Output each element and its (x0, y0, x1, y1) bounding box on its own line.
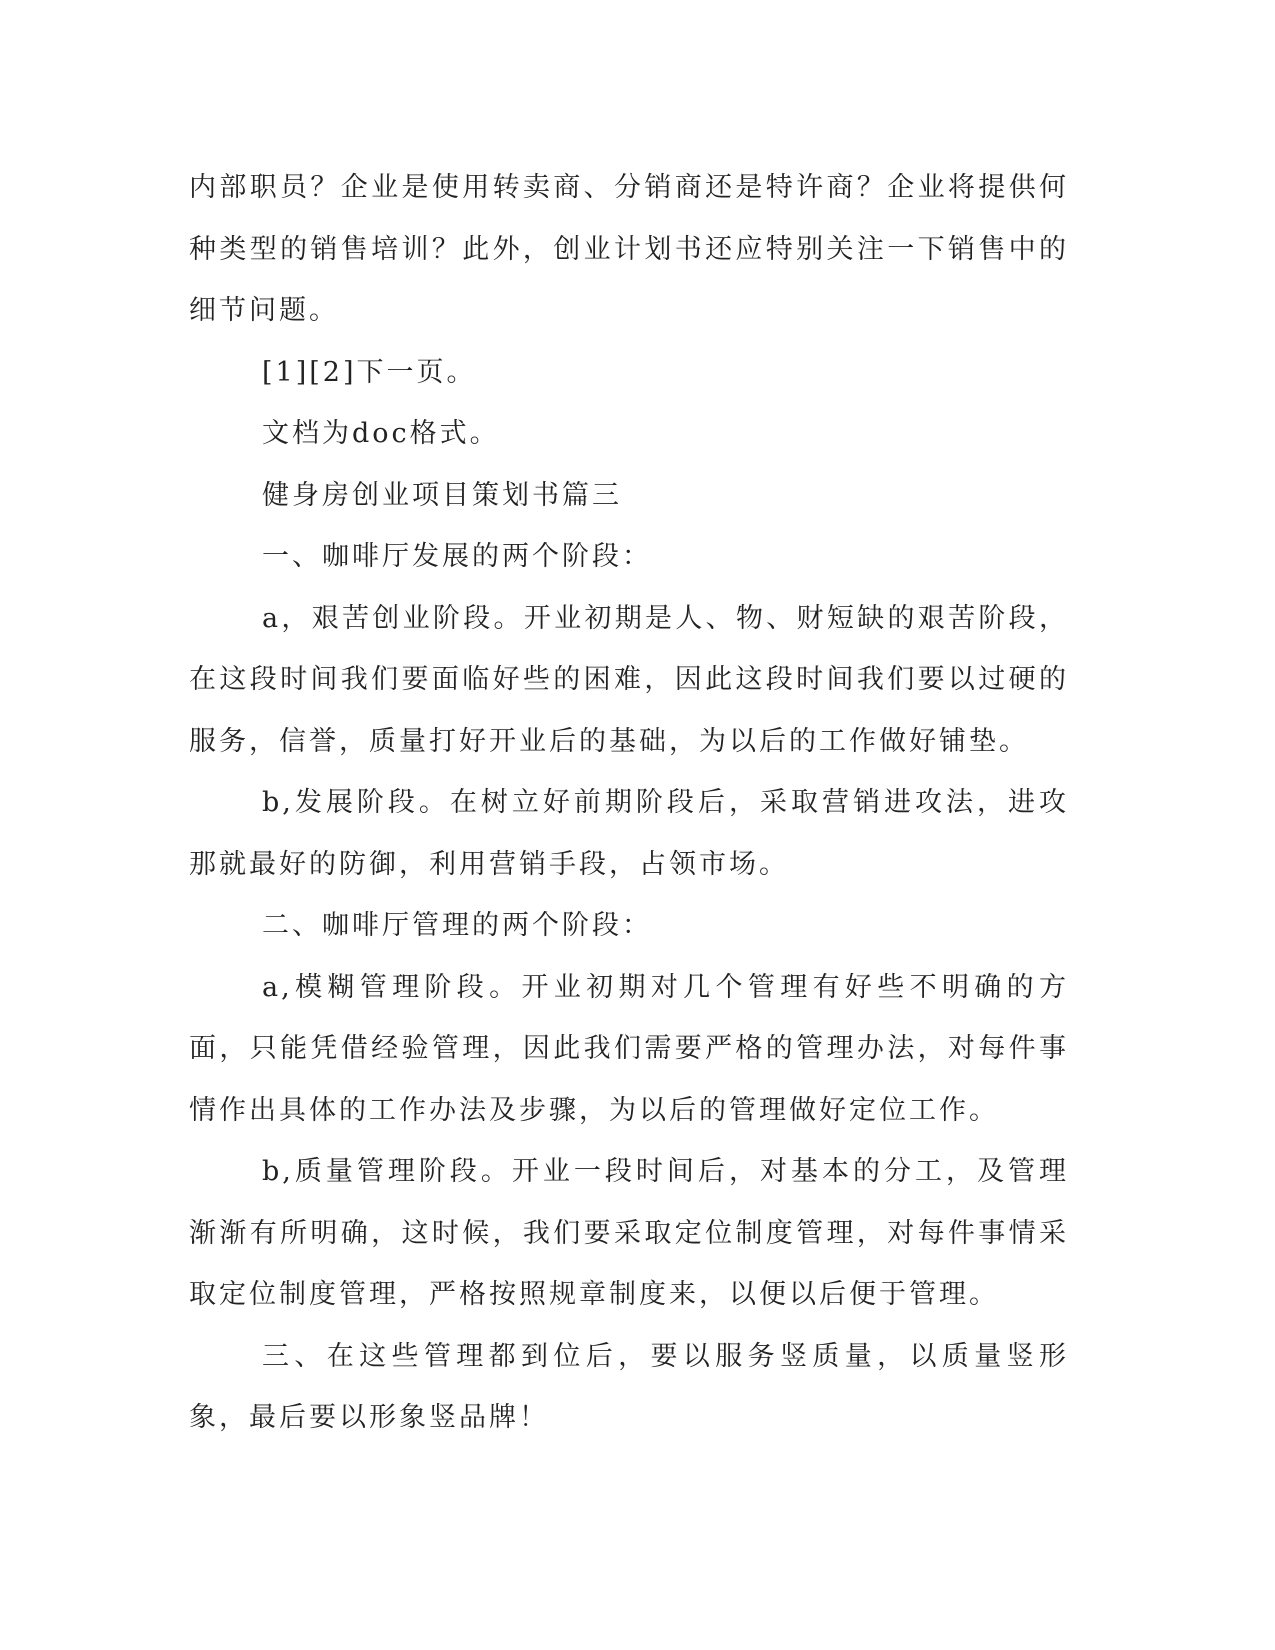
paragraph-quality-management: b,质量管理阶段。开业一段时间后，对基本的分工，及管理渐渐有所明确，这时候，我们要采取定位制度管理，对每件事情采取定位制度管理，严格按照规章制度来，以便以后便于管理。 (189, 1156, 1069, 1310)
paragraph-brand-building: 三、在这些管理都到位后，要以服务竖质量，以质量竖形象，最后要以形象竖品牌！ (189, 1340, 1069, 1433)
heading-development-stages: 一、咖啡厅发展的两个阶段： (262, 541, 652, 572)
section-title: 健身房创业项目策划书篇三 (262, 479, 622, 511)
paragraph-pagination: [1][2]下一页。 (262, 356, 477, 388)
paragraph-startup-stage: a，艰苦创业阶段。开业初期是人、物、财短缺的艰苦阶段，在这段时间我们要面临好些的困难，因此这段时间我们要以过硬的服务，信誉，质量打好开业后的基础，为以后的工作做好铺垫。 (189, 602, 1069, 757)
paragraph-growth-stage: b,发展阶段。在树立好前期阶段后，采取营销进攻法，进攻那就最好的防御，利用营销手段，占领市场。 (189, 787, 1069, 880)
heading-management-stages: 二、咖啡厅管理的两个阶段： (262, 910, 652, 941)
document-body (189, 157, 1069, 1449)
paragraph-doc-format: 文档为doc格式。 (262, 418, 500, 449)
paragraph-sales-questions: 内部职员？企业是使用转卖商、分销商还是特许商？企业将提供何种类型的销售培训？此外，创业计划书还应特别关注一下销售中的细节问题。 (189, 172, 1069, 326)
paragraph-fuzzy-management: a,模糊管理阶段。开业初期对几个管理有好些不明确的方面，只能凭借经验管理，因此我们需要严格的管理办法，对每件事情作出具体的工作办法及步骤，为以后的管理做好定位工作。 (189, 971, 1069, 1126)
